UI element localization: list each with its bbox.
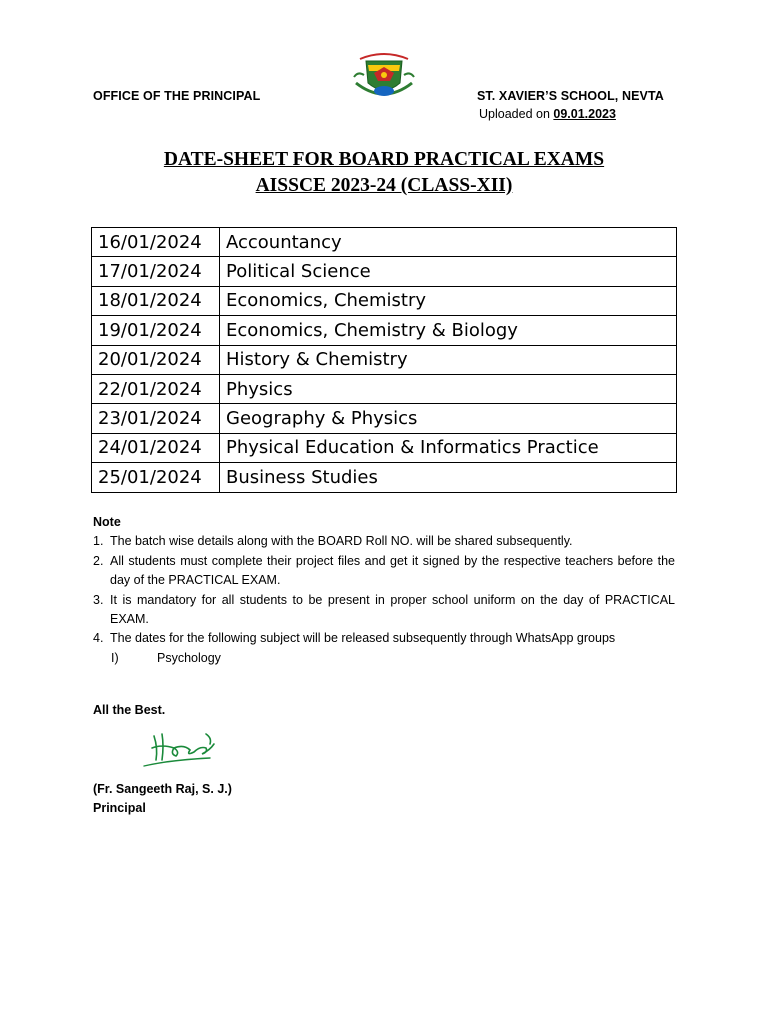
table-row — [92, 374, 677, 403]
note-number: 2. — [93, 553, 104, 568]
table-row — [92, 463, 677, 492]
closing-text: All the Best. — [93, 703, 166, 717]
list-item — [93, 552, 675, 591]
note-number: 1. — [93, 534, 104, 549]
exam-date: 20/01/2024 — [92, 345, 220, 374]
notes-section — [93, 513, 675, 668]
sub-list-item — [93, 649, 675, 668]
exam-date: 19/01/2024 — [92, 316, 220, 345]
note-text: It is mandatory for all students to be present in proper school uniform on the day of PRACTICAL EXAM. — [110, 592, 675, 627]
uploaded-label: Uploaded on — [479, 107, 554, 121]
document-subtitle: AISSCE 2023-24 (CLASS-XII) — [255, 175, 513, 196]
list-item — [93, 532, 675, 551]
exam-subject: Economics, Chemistry — [220, 286, 677, 315]
exam-subject: Physical Education & Informatics Practice — [220, 433, 677, 462]
sub-item-text: Psychology — [157, 650, 221, 665]
table-row — [92, 228, 677, 257]
signatory-block — [93, 780, 232, 818]
exam-subject: History & Chemistry — [220, 345, 677, 374]
notes-heading: Note — [93, 515, 121, 529]
exam-subject: Physics — [220, 374, 677, 403]
list-item — [93, 629, 675, 648]
exam-date: 25/01/2024 — [92, 463, 220, 492]
signatory-name: (Fr. Sangeeth Raj, S. J.) — [93, 782, 232, 796]
upload-info — [479, 107, 616, 121]
document-title: DATE-SHEET FOR BOARD PRACTICAL EXAMS — [163, 149, 605, 170]
note-text: The dates for the following subject will be released subsequently through WhatsApp groups — [110, 631, 616, 646]
sub-item-numeral: I) — [111, 650, 119, 665]
note-number: 3. — [93, 592, 104, 607]
exam-date: 16/01/2024 — [92, 228, 220, 257]
note-number: 4. — [93, 631, 104, 646]
school-crest-logo — [350, 47, 418, 105]
table-row — [92, 433, 677, 462]
exam-date: 22/01/2024 — [92, 374, 220, 403]
note-text: All students must complete their project files and get it signed by the respective teachers before the day of the PRACTICAL EXAM. — [110, 553, 675, 588]
note-text: The batch wise details along with the BOARD Roll NO. will be shared subsequently. — [110, 534, 573, 549]
exam-date: 18/01/2024 — [92, 286, 220, 315]
office-label: OFFICE OF THE PRINCIPAL — [93, 89, 261, 103]
exam-date: 23/01/2024 — [92, 404, 220, 433]
table-row — [92, 257, 677, 286]
exam-schedule-table — [91, 227, 677, 493]
school-name: ST. XAVIER’S SCHOOL, NEVTA — [477, 89, 664, 103]
exam-subject: Political Science — [220, 257, 677, 286]
exam-date: 17/01/2024 — [92, 257, 220, 286]
exam-date: 24/01/2024 — [92, 433, 220, 462]
exam-subject: Accountancy — [220, 228, 677, 257]
exam-subject: Geography & Physics — [220, 404, 677, 433]
table-row — [92, 286, 677, 315]
uploaded-date: 09.01.2023 — [553, 107, 616, 121]
exam-subject: Economics, Chemistry & Biology — [220, 316, 677, 345]
notes-list — [93, 532, 675, 648]
signatory-title: Principal — [93, 801, 146, 815]
exam-subject: Business Studies — [220, 463, 677, 492]
table-row — [92, 316, 677, 345]
table-row — [92, 404, 677, 433]
principal-signature — [140, 726, 220, 772]
table-row — [92, 345, 677, 374]
list-item — [93, 591, 675, 630]
